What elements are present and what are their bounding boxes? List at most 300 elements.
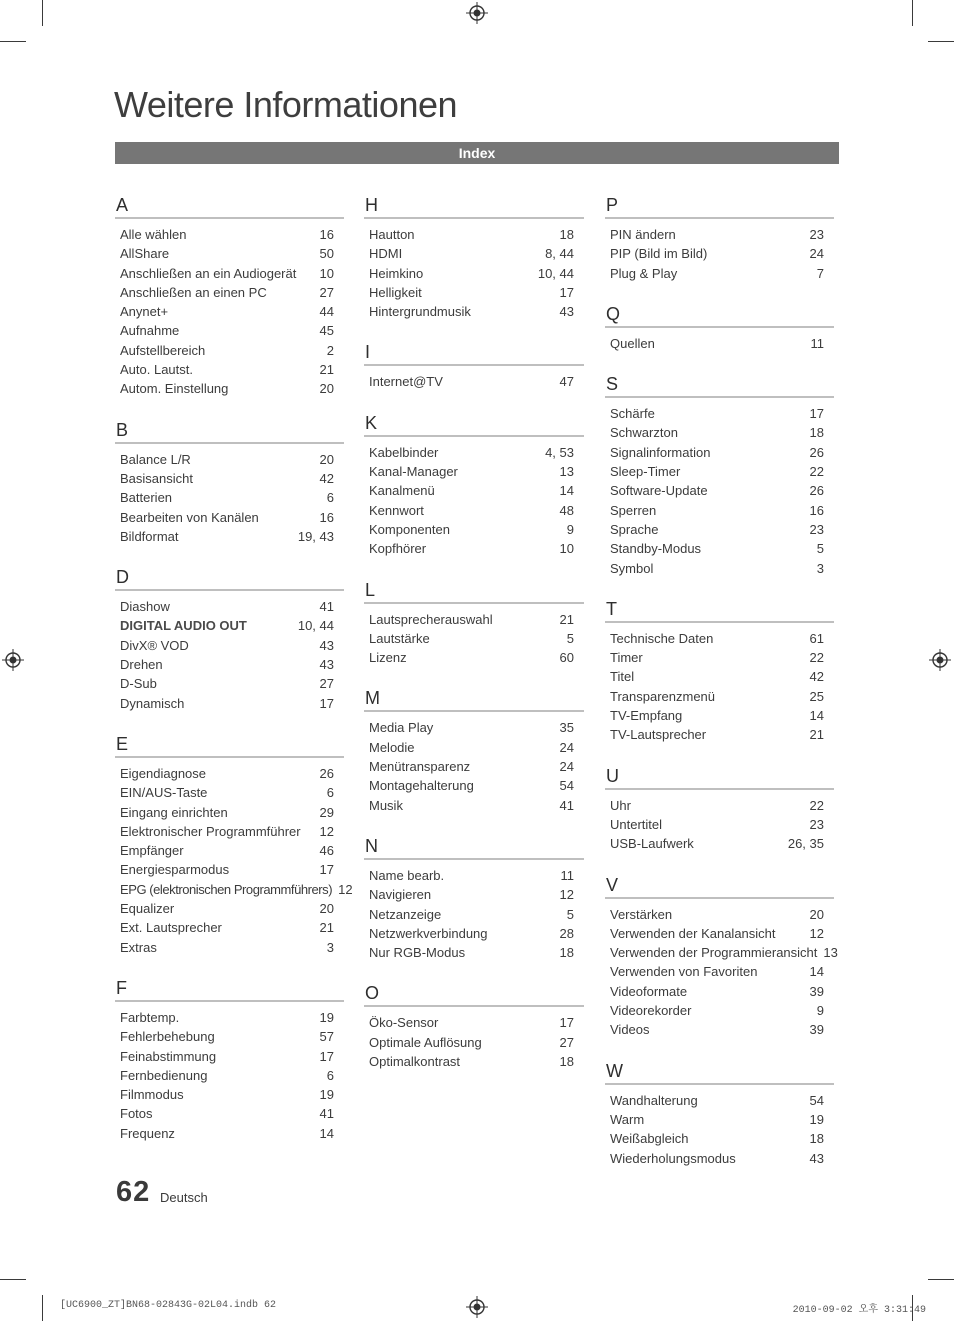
entry-pages: 39 bbox=[809, 1022, 824, 1038]
index-entry bbox=[364, 302, 584, 321]
index-entry bbox=[364, 520, 584, 539]
entry-pages: 19 bbox=[319, 1087, 334, 1103]
entry-pages: 25 bbox=[809, 688, 824, 704]
index-entry bbox=[115, 1124, 344, 1143]
entry-term: Software-Update bbox=[610, 483, 708, 499]
entry-pages: 10, 44 bbox=[297, 618, 334, 634]
index-section bbox=[364, 413, 584, 559]
entry-term: Uhr bbox=[610, 797, 631, 813]
index-entry bbox=[605, 815, 834, 834]
entry-list bbox=[115, 758, 353, 957]
index-entry bbox=[605, 796, 834, 815]
entry-pages: 20 bbox=[319, 381, 334, 397]
entry-pages: 29 bbox=[319, 804, 334, 820]
index-entry bbox=[115, 244, 344, 263]
entry-term: TV-Lautsprecher bbox=[610, 727, 707, 743]
entry-pages: 2 bbox=[326, 342, 334, 358]
entry-list bbox=[364, 1007, 584, 1071]
entry-pages: 27 bbox=[319, 284, 334, 300]
entry-pages: 17 bbox=[319, 862, 334, 878]
entry-term: Untertitel bbox=[610, 816, 663, 832]
index-entry bbox=[605, 943, 838, 962]
index-entry bbox=[605, 462, 834, 481]
entry-pages: 42 bbox=[319, 470, 334, 486]
index-entry bbox=[115, 938, 344, 957]
entry-pages: 19, 43 bbox=[297, 528, 334, 544]
entry-term: Verwenden der Kanalansicht bbox=[610, 925, 776, 941]
entry-pages: 10 bbox=[559, 541, 574, 557]
entry-term: Equalizer bbox=[120, 901, 175, 917]
entry-term: Verwenden von Favoriten bbox=[610, 964, 758, 980]
entry-term: Energiesparmodus bbox=[120, 862, 230, 878]
index-entry bbox=[364, 244, 584, 263]
entry-pages: 23 bbox=[809, 521, 824, 537]
entry-term: Kopfhörer bbox=[369, 541, 427, 557]
index-entry bbox=[364, 283, 584, 302]
index-entry bbox=[605, 834, 834, 853]
entry-pages: 5 bbox=[566, 906, 574, 922]
entry-pages: 47 bbox=[559, 374, 574, 390]
entry-pages: 9 bbox=[566, 521, 574, 537]
entry-term: Autom. Einstellung bbox=[120, 381, 229, 397]
entry-term: Navigieren bbox=[369, 887, 432, 903]
entry-pages: 12 bbox=[319, 823, 334, 839]
entry-pages: 6 bbox=[326, 1067, 334, 1083]
entry-term: Balance L/R bbox=[120, 451, 191, 467]
entry-pages: 24 bbox=[809, 246, 824, 262]
entry-pages: 18 bbox=[559, 945, 574, 961]
index-column-2 bbox=[364, 195, 584, 1092]
index-section bbox=[605, 195, 834, 283]
index-entry bbox=[115, 450, 344, 469]
print-date-info: 2010-09-02 오후 3:31:49 bbox=[792, 1305, 926, 1316]
entry-term: Plug & Play bbox=[610, 265, 678, 281]
entry-term: Verstärken bbox=[610, 906, 673, 922]
entry-pages: 13 bbox=[559, 464, 574, 480]
index-entry bbox=[115, 597, 344, 616]
entry-pages: 43 bbox=[809, 1150, 824, 1166]
entry-pages: 12 bbox=[338, 881, 353, 897]
index-entry bbox=[115, 1066, 344, 1085]
index-entry bbox=[605, 924, 834, 943]
index-section bbox=[605, 766, 834, 854]
entry-term: Videos bbox=[610, 1022, 650, 1038]
entry-pages: 14 bbox=[809, 708, 824, 724]
entry-pages: 61 bbox=[809, 630, 824, 646]
entry-term: Auto. Lautst. bbox=[120, 362, 193, 378]
entry-pages: 46 bbox=[319, 843, 334, 859]
index-entry bbox=[605, 667, 834, 686]
entry-pages: 5 bbox=[566, 630, 574, 646]
crop-mark bbox=[0, 41, 26, 42]
crop-mark bbox=[912, 0, 913, 26]
entry-pages: 39 bbox=[809, 983, 824, 999]
entry-list bbox=[605, 1085, 834, 1168]
index-entry bbox=[605, 962, 834, 981]
entry-term: Transparenzmenü bbox=[610, 688, 716, 704]
entry-list bbox=[364, 860, 584, 962]
entry-term: PIN ändern bbox=[610, 227, 676, 242]
entry-list bbox=[605, 219, 834, 283]
entry-pages: 22 bbox=[809, 797, 824, 813]
entry-pages: 8, 44 bbox=[545, 246, 574, 262]
index-entry bbox=[605, 334, 834, 353]
entry-term: Empfänger bbox=[120, 843, 184, 859]
index-entry bbox=[364, 481, 584, 500]
index-section bbox=[605, 304, 834, 353]
entry-pages: 41 bbox=[559, 797, 574, 813]
index-entry bbox=[115, 321, 344, 340]
entry-term: Musik bbox=[369, 797, 403, 813]
entry-pages: 35 bbox=[559, 720, 574, 736]
index-section bbox=[364, 836, 584, 962]
index-entry bbox=[364, 443, 584, 462]
entry-list bbox=[605, 790, 834, 854]
index-entry bbox=[364, 462, 584, 481]
index-entry bbox=[364, 885, 584, 904]
index-entry bbox=[364, 648, 584, 667]
entry-pages: 10 bbox=[319, 265, 334, 281]
entry-pages: 21 bbox=[319, 920, 334, 936]
entry-list bbox=[605, 899, 838, 1040]
entry-pages: 20 bbox=[319, 451, 334, 467]
entry-pages: 26, 35 bbox=[787, 836, 824, 852]
section-letter: W bbox=[605, 1061, 834, 1085]
entry-term: Name bearb. bbox=[369, 867, 445, 883]
index-column-1 bbox=[115, 195, 353, 1164]
entry-term: Elektronischer Programmführer bbox=[120, 823, 301, 839]
entry-pages: 14 bbox=[809, 964, 824, 980]
entry-term: Helligkeit bbox=[369, 284, 422, 300]
entry-term: Anynet+ bbox=[120, 304, 169, 320]
entry-pages: 22 bbox=[809, 464, 824, 480]
entry-pages: 17 bbox=[319, 695, 334, 711]
index-entry bbox=[605, 1091, 834, 1110]
index-entry bbox=[115, 803, 344, 822]
entry-term: Netzwerkverbindung bbox=[369, 925, 488, 941]
entry-term: Standby-Modus bbox=[610, 541, 702, 557]
entry-term: Lautsprecherauswahl bbox=[369, 611, 493, 627]
entry-pages: 14 bbox=[319, 1125, 334, 1141]
entry-list bbox=[364, 437, 584, 559]
index-entry bbox=[605, 905, 834, 924]
entry-pages: 5 bbox=[816, 541, 824, 557]
index-entry bbox=[364, 1013, 584, 1032]
entry-term: Eigendiagnose bbox=[120, 765, 207, 781]
index-entry bbox=[605, 725, 834, 744]
entry-pages: 17 bbox=[319, 1048, 334, 1064]
entry-pages: 19 bbox=[809, 1111, 824, 1127]
entry-term: Feinabstimmung bbox=[120, 1048, 217, 1064]
entry-term: Fehlerbehebung bbox=[120, 1029, 215, 1045]
index-entry bbox=[605, 520, 834, 539]
index-entry bbox=[605, 1129, 834, 1148]
entry-pages: 21 bbox=[559, 611, 574, 627]
entry-term: Netzanzeige bbox=[369, 906, 442, 922]
entry-term: Aufstellbereich bbox=[120, 342, 206, 358]
index-entry bbox=[605, 559, 834, 578]
index-entry bbox=[605, 539, 834, 558]
entry-pages: 42 bbox=[809, 669, 824, 685]
index-entry bbox=[364, 943, 584, 962]
entry-pages: 18 bbox=[809, 1131, 824, 1147]
index-entry bbox=[605, 687, 834, 706]
index-entry bbox=[115, 1085, 344, 1104]
entry-pages: 26 bbox=[809, 483, 824, 499]
entry-term: Warm bbox=[610, 1111, 645, 1127]
section-letter: F bbox=[115, 978, 344, 1002]
entry-pages: 18 bbox=[809, 425, 824, 441]
entry-pages: 6 bbox=[326, 490, 334, 506]
entry-term: Quellen bbox=[610, 335, 655, 351]
entry-term: DivX® VOD bbox=[120, 637, 189, 653]
entry-term: Videoformate bbox=[610, 983, 688, 999]
index-entry bbox=[364, 1033, 584, 1052]
entry-term: Anschließen an ein Audiogerät bbox=[120, 265, 297, 281]
entry-term: Weißabgleich bbox=[610, 1131, 689, 1147]
index-section bbox=[115, 567, 344, 713]
index-entry bbox=[364, 629, 584, 648]
entry-term: TV-Empfang bbox=[610, 708, 683, 724]
index-entry bbox=[115, 880, 353, 899]
index-entry bbox=[115, 283, 344, 302]
index-section bbox=[115, 195, 344, 399]
entry-list bbox=[115, 219, 344, 399]
section-letter: T bbox=[605, 599, 834, 623]
entry-pages: 16 bbox=[809, 502, 824, 518]
entry-list bbox=[364, 712, 584, 814]
entry-pages: 7 bbox=[816, 265, 824, 281]
entry-pages: 4, 53 bbox=[545, 444, 574, 460]
index-entry bbox=[115, 488, 344, 507]
entry-pages: 27 bbox=[319, 676, 334, 692]
index-banner: Index bbox=[115, 142, 839, 164]
registration-mark-icon bbox=[466, 1296, 488, 1318]
crop-mark bbox=[928, 1279, 954, 1280]
index-section bbox=[364, 688, 584, 814]
entry-pages: 57 bbox=[319, 1029, 334, 1045]
entry-pages: 21 bbox=[319, 362, 334, 378]
entry-list bbox=[364, 366, 584, 391]
index-entry bbox=[115, 264, 344, 283]
index-entry bbox=[364, 610, 584, 629]
entry-pages: 43 bbox=[559, 304, 574, 320]
entry-term: Alle wählen bbox=[120, 227, 187, 242]
entry-term: Fernbedienung bbox=[120, 1067, 208, 1083]
index-section bbox=[364, 983, 584, 1071]
index-entry bbox=[364, 225, 584, 244]
index-entry bbox=[115, 1027, 344, 1046]
entry-term: D-Sub bbox=[120, 676, 157, 692]
section-letter: K bbox=[364, 413, 584, 437]
entry-pages: 16 bbox=[319, 227, 334, 242]
entry-term: Sperren bbox=[610, 502, 657, 518]
entry-pages: 41 bbox=[319, 1106, 334, 1122]
index-entry bbox=[115, 225, 344, 244]
index-entry bbox=[115, 860, 344, 879]
index-entry bbox=[115, 469, 344, 488]
entry-pages: 17 bbox=[559, 1015, 574, 1031]
entry-term: Aufnahme bbox=[120, 323, 180, 339]
index-entry bbox=[605, 404, 834, 423]
index-entry bbox=[605, 982, 834, 1001]
entry-pages: 45 bbox=[319, 323, 334, 339]
entry-term: Kabelbinder bbox=[369, 444, 439, 460]
index-entry bbox=[364, 757, 584, 776]
entry-term: Basisansicht bbox=[120, 470, 193, 486]
entry-pages: 3 bbox=[326, 939, 334, 955]
entry-pages: 12 bbox=[559, 887, 574, 903]
entry-term: Montagehalterung bbox=[369, 778, 474, 794]
entry-pages: 43 bbox=[319, 657, 334, 673]
index-entry bbox=[605, 423, 834, 442]
index-entry bbox=[364, 1052, 584, 1071]
crop-mark bbox=[42, 1295, 43, 1321]
entry-pages: 23 bbox=[809, 816, 824, 832]
section-letter: D bbox=[115, 567, 344, 591]
index-section bbox=[364, 580, 584, 668]
index-entry bbox=[115, 1047, 344, 1066]
entry-term: Farbtemp. bbox=[120, 1009, 180, 1025]
entry-term: Ext. Lautsprecher bbox=[120, 920, 222, 936]
entry-pages: 41 bbox=[319, 599, 334, 615]
index-section bbox=[364, 342, 584, 391]
index-entry bbox=[115, 636, 344, 655]
entry-term: Lautstärke bbox=[369, 630, 430, 646]
entry-pages: 54 bbox=[809, 1092, 824, 1108]
index-column-3 bbox=[605, 195, 838, 1189]
entry-pages: 24 bbox=[559, 759, 574, 775]
entry-pages: 50 bbox=[319, 246, 334, 262]
entry-term: EIN/AUS-Taste bbox=[120, 785, 208, 801]
entry-pages: 11 bbox=[810, 335, 824, 351]
index-section bbox=[115, 733, 353, 957]
entry-term: Extras bbox=[120, 939, 157, 955]
index-entry bbox=[115, 360, 344, 379]
entry-term: Anschließen an einen PC bbox=[120, 284, 267, 300]
entry-term: Technische Daten bbox=[610, 630, 714, 646]
entry-term: Fotos bbox=[120, 1106, 153, 1122]
entry-term: Timer bbox=[610, 650, 643, 666]
index-entry bbox=[115, 764, 344, 783]
section-letter: L bbox=[364, 580, 584, 604]
index-entry bbox=[115, 379, 344, 398]
section-letter: P bbox=[605, 195, 834, 219]
index-entry bbox=[115, 655, 344, 674]
entry-term: Optimalkontrast bbox=[369, 1054, 461, 1070]
index-entry bbox=[364, 866, 584, 885]
entry-term: Öko-Sensor bbox=[369, 1015, 439, 1031]
entry-list bbox=[605, 623, 834, 745]
entry-pages: 12 bbox=[809, 925, 824, 941]
index-entry bbox=[364, 905, 584, 924]
print-file-info: [UC6900_ZT]BN68-02843G-02L04.indb 62 bbox=[60, 1300, 277, 1311]
entry-pages: 26 bbox=[809, 444, 824, 460]
entry-pages: 20 bbox=[809, 906, 824, 922]
section-letter: S bbox=[605, 374, 834, 398]
index-entry bbox=[364, 776, 584, 795]
entry-term: Batterien bbox=[120, 490, 173, 506]
entry-term: Kennwort bbox=[369, 502, 424, 518]
index-entry bbox=[364, 501, 584, 520]
index-section bbox=[605, 874, 838, 1040]
index-entry bbox=[115, 341, 344, 360]
index-entry bbox=[364, 264, 584, 283]
entry-pages: 11 bbox=[560, 867, 574, 883]
entry-pages: 20 bbox=[319, 901, 334, 917]
section-letter: V bbox=[605, 875, 834, 899]
entry-pages: 13 bbox=[823, 945, 838, 961]
entry-term: Schärfe bbox=[610, 406, 655, 422]
entry-term: Lizenz bbox=[369, 650, 407, 666]
entry-pages: 6 bbox=[326, 785, 334, 801]
entry-pages: 17 bbox=[559, 284, 574, 300]
page-number: 62 bbox=[116, 1176, 151, 1208]
index-entry bbox=[605, 706, 834, 725]
entry-term: PIP (Bild im Bild) bbox=[610, 246, 708, 262]
index-entry bbox=[364, 718, 584, 737]
index-entry bbox=[115, 674, 344, 693]
index-entry bbox=[115, 694, 344, 713]
entry-term: Symbol bbox=[610, 560, 654, 576]
page-language: Deutsch bbox=[160, 1190, 208, 1205]
entry-pages: 43 bbox=[319, 637, 334, 653]
entry-term: Eingang einrichten bbox=[120, 804, 228, 820]
section-letter: N bbox=[364, 836, 584, 860]
index-entry bbox=[115, 918, 344, 937]
entry-pages: 44 bbox=[319, 304, 334, 320]
index-entry bbox=[115, 1104, 344, 1123]
entry-list bbox=[364, 604, 584, 668]
entry-term: Schwarzton bbox=[610, 425, 678, 441]
entry-term: Videorekorder bbox=[610, 1003, 692, 1019]
index-section bbox=[364, 195, 584, 321]
section-letter: O bbox=[364, 983, 584, 1007]
index-entry bbox=[605, 629, 834, 648]
entry-list bbox=[115, 591, 344, 713]
entry-term: Optimale Auflösung bbox=[369, 1034, 482, 1050]
entry-list bbox=[605, 328, 834, 353]
entry-list bbox=[364, 219, 584, 321]
entry-term: Titel bbox=[610, 669, 635, 685]
section-letter: E bbox=[115, 734, 344, 758]
index-entry bbox=[605, 443, 834, 462]
entry-pages: 54 bbox=[559, 778, 574, 794]
entry-term: Internet@TV bbox=[369, 374, 443, 390]
entry-term: Signalinformation bbox=[610, 444, 711, 460]
entry-term: AllShare bbox=[120, 246, 170, 262]
registration-mark-icon bbox=[929, 649, 951, 671]
entry-pages: 17 bbox=[809, 406, 824, 422]
index-entry bbox=[605, 501, 834, 520]
entry-term: Komponenten bbox=[369, 521, 450, 537]
index-entry bbox=[605, 481, 834, 500]
index-entry bbox=[115, 783, 344, 802]
index-entry bbox=[115, 1008, 344, 1027]
entry-term: Frequenz bbox=[120, 1125, 175, 1141]
entry-term: Hintergrundmusik bbox=[369, 304, 471, 320]
index-section bbox=[115, 420, 344, 546]
entry-list bbox=[115, 1002, 344, 1143]
entry-term: Bearbeiten von Kanälen bbox=[120, 509, 259, 525]
index-section bbox=[605, 374, 834, 578]
entry-term: HDMI bbox=[369, 246, 403, 262]
entry-pages: 28 bbox=[559, 925, 574, 941]
crop-mark bbox=[42, 0, 43, 26]
entry-pages: 18 bbox=[559, 227, 574, 242]
entry-term: Diashow bbox=[120, 599, 170, 615]
entry-pages: 24 bbox=[559, 739, 574, 755]
